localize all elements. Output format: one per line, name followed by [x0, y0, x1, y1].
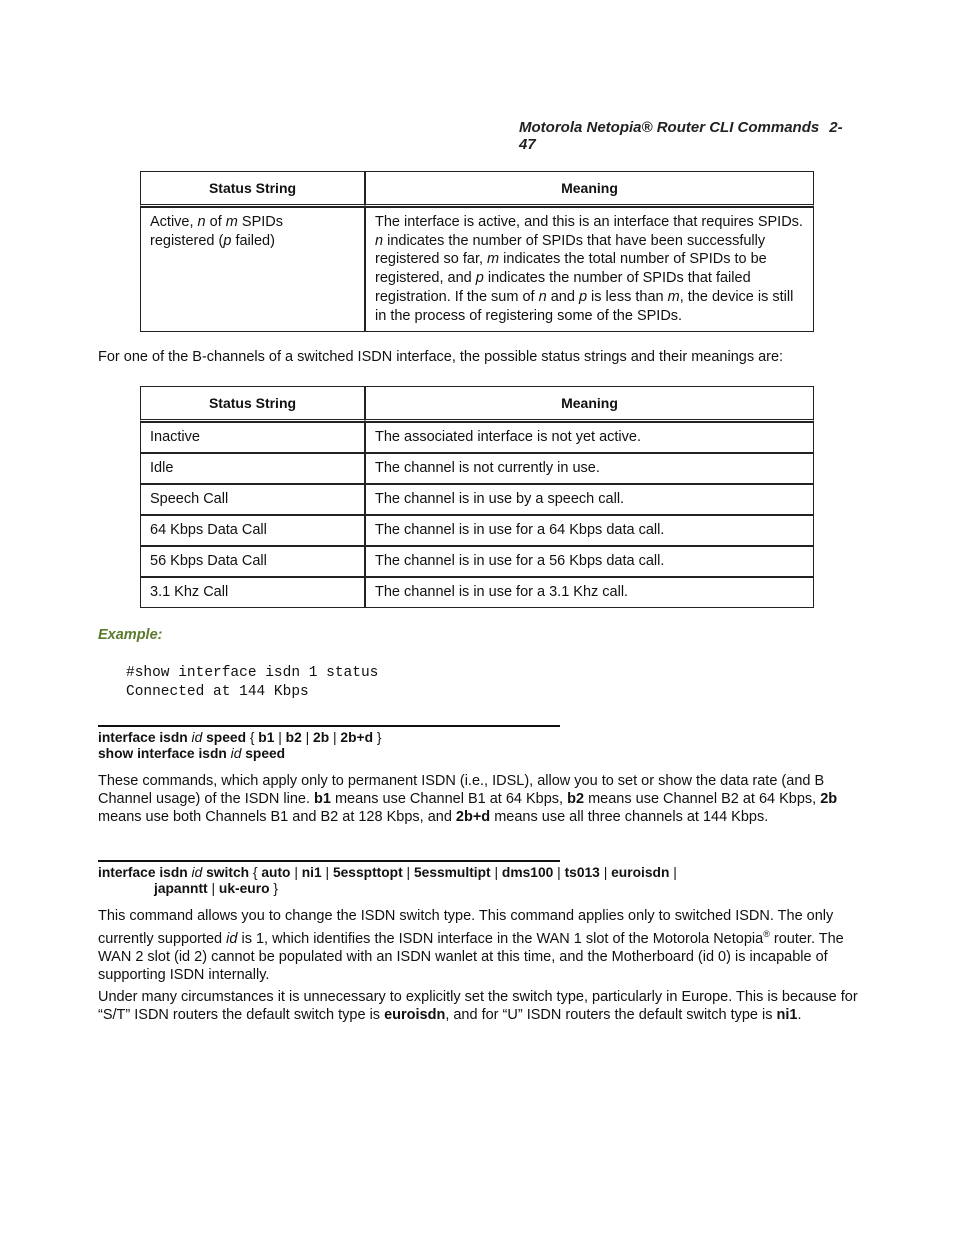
table-row	[140, 422, 814, 453]
switch-description: This command allows you to change the ISDN switch type. This command applies only to switched ISDN. The only currently supported id is 1, which identifies the ISDN interface in the WAN 1 slot of the Motorola Netopia® router. The WAN 2 slot (id 2) cannot be populated with an ISDN wanlet at this time, and the Motherboard (id 0) is incapable of supporting ISDN internally.	[98, 908, 844, 984]
code-line: Connected at 144 Kbps	[126, 683, 309, 700]
speed-command-line: interface isdn id speed { b1 | b2 | 2b | 2b+d }	[98, 730, 382, 745]
table-row	[140, 207, 814, 332]
table-row	[140, 515, 814, 546]
table1-header-status: Status String	[140, 171, 365, 207]
speed-command-syntax	[98, 730, 381, 762]
table-row	[140, 577, 814, 608]
page-number: 2-47	[519, 119, 843, 153]
example-code-block	[126, 664, 378, 701]
table2-header-meaning: Meaning	[365, 386, 814, 422]
meaning-cell: The channel is in use by a speech call.	[365, 484, 814, 515]
table1-meaning-cell: The interface is active, and this is an interface that requires SPIDs. n indicates the number of SPIDs that have been successfully registered so far, m indicates the total number of SPIDs to be registered, and p indicates the number of SPIDs that failed registration. If the sum of n and p is less than m, the device is still in the process of registering some of the SPIDs.	[365, 207, 814, 332]
meaning-cell: The associated interface is not yet active.	[365, 422, 814, 453]
status-string-cell: Inactive	[140, 422, 365, 453]
table-row	[140, 546, 814, 577]
section-divider	[98, 725, 560, 727]
speed-description: These commands, which apply only to permanent ISDN (i.e., IDSL), allow you to set or show the data rate (and B Channel usage) of the ISDN line. b1 means use Channel B1 at 64 Kbps, b2 means use Channel B2 at 64 Kbps, 2b means use both Channels B1 and B2 at 128 Kbps, and 2b+d means use all three channels at 144 Kbps.	[98, 773, 838, 826]
example-label: Example:	[98, 627, 163, 643]
status-string-cell: 64 Kbps Data Call	[140, 515, 365, 546]
meaning-cell: The channel is in use for a 56 Kbps data call.	[365, 546, 814, 577]
bchannel-intro-paragraph: For one of the B-channels of a switched ISDN interface, the possible status strings and their meanings are:	[98, 349, 784, 365]
bchannel-status-table	[140, 386, 814, 608]
section-divider	[98, 860, 560, 862]
table2-header-status: Status String	[140, 386, 365, 422]
status-string-cell: 3.1 Khz Call	[140, 577, 365, 608]
header-title: Motorola Netopia® Router CLI Commands	[519, 119, 820, 136]
status-string-cell: Idle	[140, 453, 365, 484]
switch-default-description: Under many circumstances it is unnecessary to explicitly set the switch type, particularly in Europe. This is because for “S/T” ISDN routers the default switch type is euroisdn, and for “U” ISDN routers the default switch type is ni1.	[98, 989, 858, 1024]
meaning-cell: The channel is in use for a 3.1 Khz call.	[365, 577, 814, 608]
table1-header-meaning: Meaning	[365, 171, 814, 207]
meaning-cell: The channel is not currently in use.	[365, 453, 814, 484]
table1-status-cell: Active, n of m SPIDs registered (p failed)	[140, 207, 365, 332]
status-string-cell: 56 Kbps Data Call	[140, 546, 365, 577]
code-line: #show interface isdn 1 status	[126, 665, 379, 681]
status-string-cell: Speech Call	[140, 484, 365, 515]
meaning-cell: The channel is in use for a 64 Kbps data call.	[365, 515, 814, 546]
running-header	[519, 119, 859, 153]
switch-command-line: interface isdn id switch { auto | ni1 | 5esspttopt | 5essmultipt | dms100 | ts013 | euroisdn |	[98, 865, 677, 880]
switch-command-continuation: japanntt | uk-euro }	[154, 881, 278, 896]
show-speed-command-line: show interface isdn id speed	[98, 746, 286, 761]
table-row	[140, 453, 814, 484]
spid-status-table	[140, 171, 814, 332]
table-row	[140, 484, 814, 515]
switch-command-syntax	[98, 865, 858, 897]
